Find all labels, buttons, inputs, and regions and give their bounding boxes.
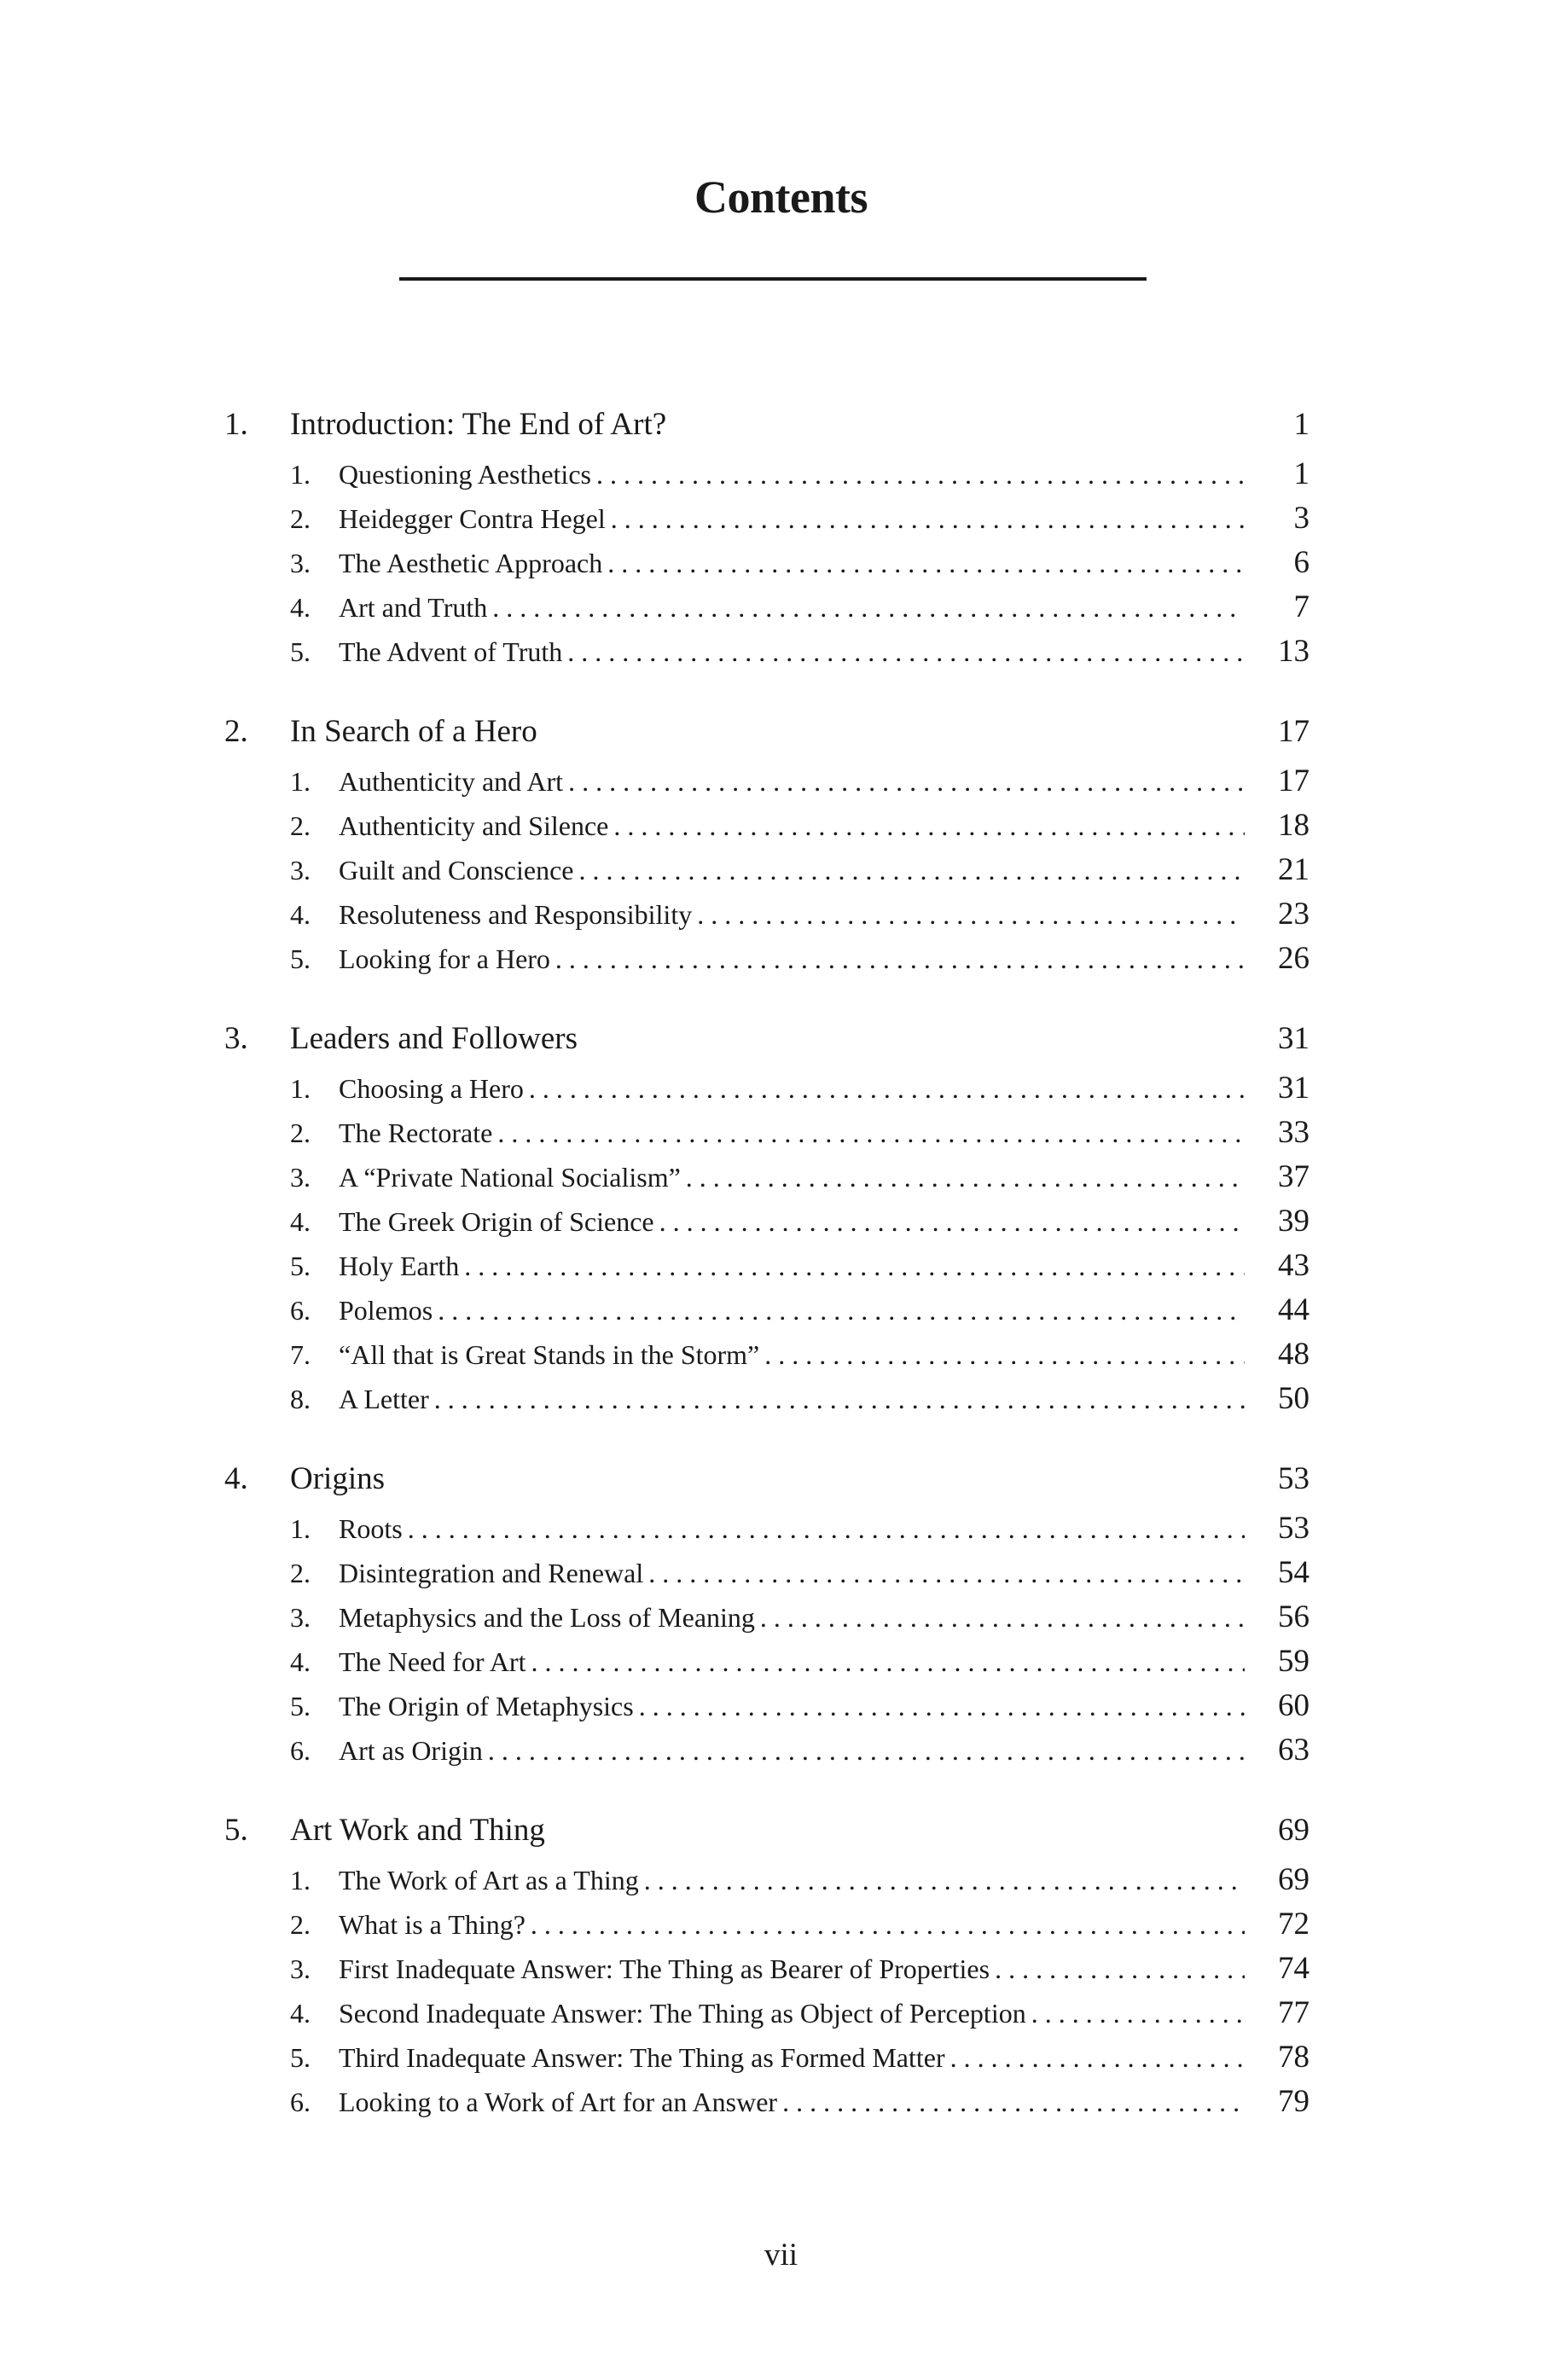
section-number: 1. bbox=[290, 1865, 311, 1895]
section-number: 4. bbox=[290, 1998, 311, 2029]
dot-leader bbox=[686, 1162, 1245, 1193]
dot-leader bbox=[611, 503, 1245, 535]
dot-leader bbox=[531, 1909, 1245, 1941]
section-entry bbox=[224, 1732, 1309, 1776]
section-page: 59 bbox=[1278, 1644, 1309, 1679]
section-number: 2. bbox=[290, 1909, 311, 1940]
section-number: 5. bbox=[290, 636, 311, 667]
chapter-entry bbox=[224, 713, 1309, 763]
dot-leader bbox=[434, 1384, 1245, 1415]
section-number: 7. bbox=[290, 1339, 311, 1370]
section-title: Roots bbox=[339, 1513, 403, 1544]
chapter-page: 53 bbox=[1278, 1461, 1309, 1496]
section-entry bbox=[224, 1203, 1309, 1247]
section-number: 4. bbox=[290, 592, 311, 623]
chapter-block bbox=[224, 1812, 1309, 2127]
chapter-entry bbox=[224, 406, 1309, 456]
section-title: The Rectorate bbox=[339, 1117, 493, 1148]
section-number: 3. bbox=[290, 855, 311, 885]
dot-leader bbox=[782, 2087, 1245, 2118]
section-entry bbox=[224, 2039, 1309, 2083]
section-number: 2. bbox=[290, 503, 311, 534]
dot-leader bbox=[497, 1117, 1245, 1149]
chapter-page: 17 bbox=[1278, 714, 1309, 749]
section-number: 4. bbox=[290, 1646, 311, 1677]
section-entry bbox=[224, 1510, 1309, 1554]
section-title: What is a Thing? bbox=[339, 1909, 526, 1940]
section-entry bbox=[224, 851, 1309, 896]
section-number: 5. bbox=[290, 2042, 311, 2073]
section-page: 37 bbox=[1278, 1159, 1309, 1194]
section-page: 6 bbox=[1293, 545, 1309, 580]
section-title: The Work of Art as a Thing bbox=[339, 1865, 639, 1895]
section-entry bbox=[224, 1336, 1309, 1380]
page-number: vii bbox=[764, 2238, 798, 2273]
section-page: 23 bbox=[1278, 897, 1309, 932]
chapter-number: 1. bbox=[224, 407, 248, 442]
dot-leader bbox=[995, 1953, 1245, 1985]
section-entry bbox=[224, 544, 1309, 589]
section-title: Disintegration and Renewal bbox=[339, 1558, 644, 1588]
section-title: Polemos bbox=[339, 1295, 433, 1326]
section-entry bbox=[224, 1861, 1309, 1906]
section-page: 78 bbox=[1278, 2040, 1309, 2075]
section-number: 2. bbox=[290, 1117, 311, 1148]
chapter-page: 1 bbox=[1293, 407, 1309, 442]
section-title: Looking to a Work of Art for an Answer bbox=[339, 2087, 778, 2117]
dot-leader bbox=[529, 1073, 1245, 1105]
dot-leader bbox=[639, 1691, 1245, 1722]
dot-leader bbox=[555, 943, 1245, 975]
section-page: 63 bbox=[1278, 1733, 1309, 1768]
section-page: 43 bbox=[1278, 1248, 1309, 1283]
section-page: 21 bbox=[1278, 852, 1309, 887]
section-page: 3 bbox=[1293, 501, 1309, 536]
section-page: 77 bbox=[1278, 1995, 1309, 2030]
section-entry bbox=[224, 1292, 1309, 1336]
section-entry bbox=[224, 763, 1309, 807]
chapter-title: Introduction: The End of Art? bbox=[290, 407, 667, 442]
dot-leader bbox=[697, 899, 1245, 931]
chapter-title: In Search of a Hero bbox=[290, 714, 537, 749]
section-entry bbox=[224, 1247, 1309, 1292]
section-title: The Aesthetic Approach bbox=[339, 548, 603, 578]
chapter-page: 31 bbox=[1278, 1021, 1309, 1056]
section-title: Guilt and Conscience bbox=[339, 855, 574, 885]
section-title: Choosing a Hero bbox=[339, 1073, 524, 1104]
dot-leader bbox=[531, 1646, 1245, 1678]
dot-leader bbox=[578, 855, 1245, 886]
section-page: 7 bbox=[1293, 589, 1309, 624]
section-page: 17 bbox=[1278, 763, 1309, 798]
section-title: The Advent of Truth bbox=[339, 636, 563, 667]
section-entry bbox=[224, 589, 1309, 633]
section-page: 31 bbox=[1278, 1071, 1309, 1106]
section-page: 54 bbox=[1278, 1555, 1309, 1590]
section-number: 3. bbox=[290, 1602, 311, 1633]
dot-leader bbox=[644, 1865, 1245, 1896]
section-entry bbox=[224, 500, 1309, 544]
section-title: Authenticity and Silence bbox=[339, 810, 609, 841]
chapter-number: 3. bbox=[224, 1021, 248, 1056]
chapter-entry bbox=[224, 1460, 1309, 1510]
dot-leader bbox=[568, 766, 1245, 798]
table-of-contents bbox=[224, 406, 1309, 2163]
section-page: 33 bbox=[1278, 1115, 1309, 1150]
dot-leader bbox=[1031, 1998, 1245, 2029]
page-title: Contents bbox=[694, 171, 868, 223]
section-title: Looking for a Hero bbox=[339, 943, 550, 974]
section-number: 3. bbox=[290, 1162, 311, 1193]
section-entry bbox=[224, 456, 1309, 500]
section-title: Questioning Aesthetics bbox=[339, 459, 591, 490]
dot-leader bbox=[950, 2042, 1245, 2074]
section-title: A Letter bbox=[339, 1384, 429, 1414]
section-entry bbox=[224, 1687, 1309, 1732]
chapter-number: 5. bbox=[224, 1813, 248, 1848]
section-entry bbox=[224, 1906, 1309, 1950]
section-number: 6. bbox=[290, 2087, 311, 2117]
section-number: 1. bbox=[290, 1073, 311, 1104]
chapter-block bbox=[224, 406, 1309, 677]
dot-leader bbox=[613, 810, 1245, 842]
section-title: Metaphysics and the Loss of Meaning bbox=[339, 1602, 755, 1633]
dot-leader bbox=[408, 1513, 1245, 1545]
section-title: “All that is Great Stands in the Storm” bbox=[339, 1339, 760, 1370]
section-entry bbox=[224, 1599, 1309, 1643]
dot-leader bbox=[492, 592, 1245, 624]
section-title: The Greek Origin of Science bbox=[339, 1206, 654, 1237]
section-title: Holy Earth bbox=[339, 1251, 460, 1281]
section-entry bbox=[224, 1380, 1309, 1425]
section-page: 56 bbox=[1278, 1599, 1309, 1634]
section-number: 5. bbox=[290, 943, 311, 974]
section-page: 18 bbox=[1278, 808, 1309, 843]
section-page: 26 bbox=[1278, 941, 1309, 976]
section-number: 2. bbox=[290, 1558, 311, 1588]
section-entry bbox=[224, 1643, 1309, 1687]
dot-leader bbox=[596, 459, 1245, 491]
section-entry bbox=[224, 940, 1309, 984]
section-entry bbox=[224, 1070, 1309, 1114]
section-page: 60 bbox=[1278, 1688, 1309, 1723]
section-page: 74 bbox=[1278, 1951, 1309, 1986]
section-page: 44 bbox=[1278, 1292, 1309, 1327]
section-title: The Origin of Metaphysics bbox=[339, 1691, 634, 1721]
section-page: 1 bbox=[1293, 456, 1309, 491]
section-page: 72 bbox=[1278, 1907, 1309, 1942]
chapter-number: 2. bbox=[224, 714, 248, 749]
section-number: 3. bbox=[290, 1953, 311, 1984]
section-title: Third Inadequate Answer: The Thing as Formed Matter bbox=[339, 2042, 945, 2073]
section-number: 2. bbox=[290, 810, 311, 841]
section-page: 79 bbox=[1278, 2084, 1309, 2119]
section-number: 8. bbox=[290, 1384, 311, 1414]
chapter-page: 69 bbox=[1278, 1813, 1309, 1848]
dot-leader bbox=[648, 1558, 1245, 1589]
section-number: 3. bbox=[290, 548, 311, 578]
dot-leader bbox=[760, 1602, 1245, 1634]
chapter-title: Origins bbox=[290, 1461, 385, 1496]
dot-leader bbox=[659, 1206, 1245, 1238]
section-entry bbox=[224, 1554, 1309, 1599]
section-title: The Need for Art bbox=[339, 1646, 526, 1677]
section-number: 4. bbox=[290, 1206, 311, 1237]
section-title: Resoluteness and Responsibility bbox=[339, 899, 693, 930]
section-number: 6. bbox=[290, 1295, 311, 1326]
section-title: Heidegger Contra Hegel bbox=[339, 503, 606, 534]
section-number: 1. bbox=[290, 459, 311, 490]
dot-leader bbox=[567, 636, 1245, 668]
chapter-block bbox=[224, 1460, 1309, 1776]
chapter-title: Art Work and Thing bbox=[290, 1813, 545, 1848]
section-page: 69 bbox=[1278, 1862, 1309, 1897]
section-number: 5. bbox=[290, 1251, 311, 1281]
chapter-number: 4. bbox=[224, 1461, 248, 1496]
dot-leader bbox=[488, 1735, 1245, 1767]
section-number: 5. bbox=[290, 1691, 311, 1721]
section-entry bbox=[224, 896, 1309, 940]
section-number: 1. bbox=[290, 1513, 311, 1544]
section-title: First Inadequate Answer: The Thing as Bearer of Properties bbox=[339, 1953, 990, 1984]
section-page: 39 bbox=[1278, 1204, 1309, 1239]
section-title: Art and Truth bbox=[339, 592, 488, 623]
section-entry bbox=[224, 633, 1309, 677]
section-entry bbox=[224, 1994, 1309, 2039]
section-entry bbox=[224, 1114, 1309, 1158]
chapter-title: Leaders and Followers bbox=[290, 1021, 578, 1056]
dot-leader bbox=[607, 548, 1245, 579]
chapter-block bbox=[224, 1020, 1309, 1425]
dot-leader bbox=[464, 1251, 1245, 1282]
section-entry bbox=[224, 807, 1309, 851]
section-entry bbox=[224, 1158, 1309, 1203]
section-page: 53 bbox=[1278, 1511, 1309, 1546]
section-number: 4. bbox=[290, 899, 311, 930]
section-number: 6. bbox=[290, 1735, 311, 1766]
section-title: Second Inadequate Answer: The Thing as Object of Perception bbox=[339, 1998, 1026, 2029]
section-number: 1. bbox=[290, 766, 311, 797]
section-page: 48 bbox=[1278, 1337, 1309, 1372]
section-page: 13 bbox=[1278, 634, 1309, 669]
section-title: Authenticity and Art bbox=[339, 766, 564, 797]
section-entry bbox=[224, 1950, 1309, 1994]
chapter-entry bbox=[224, 1020, 1309, 1070]
section-page: 50 bbox=[1278, 1381, 1309, 1416]
chapter-entry bbox=[224, 1812, 1309, 1861]
section-title: A “Private National Socialism” bbox=[339, 1162, 681, 1193]
dot-leader bbox=[764, 1339, 1245, 1371]
dot-leader bbox=[438, 1295, 1245, 1326]
section-title: Art as Origin bbox=[339, 1735, 483, 1766]
title-rule bbox=[399, 277, 1147, 281]
chapter-block bbox=[224, 713, 1309, 984]
section-entry bbox=[224, 2083, 1309, 2127]
